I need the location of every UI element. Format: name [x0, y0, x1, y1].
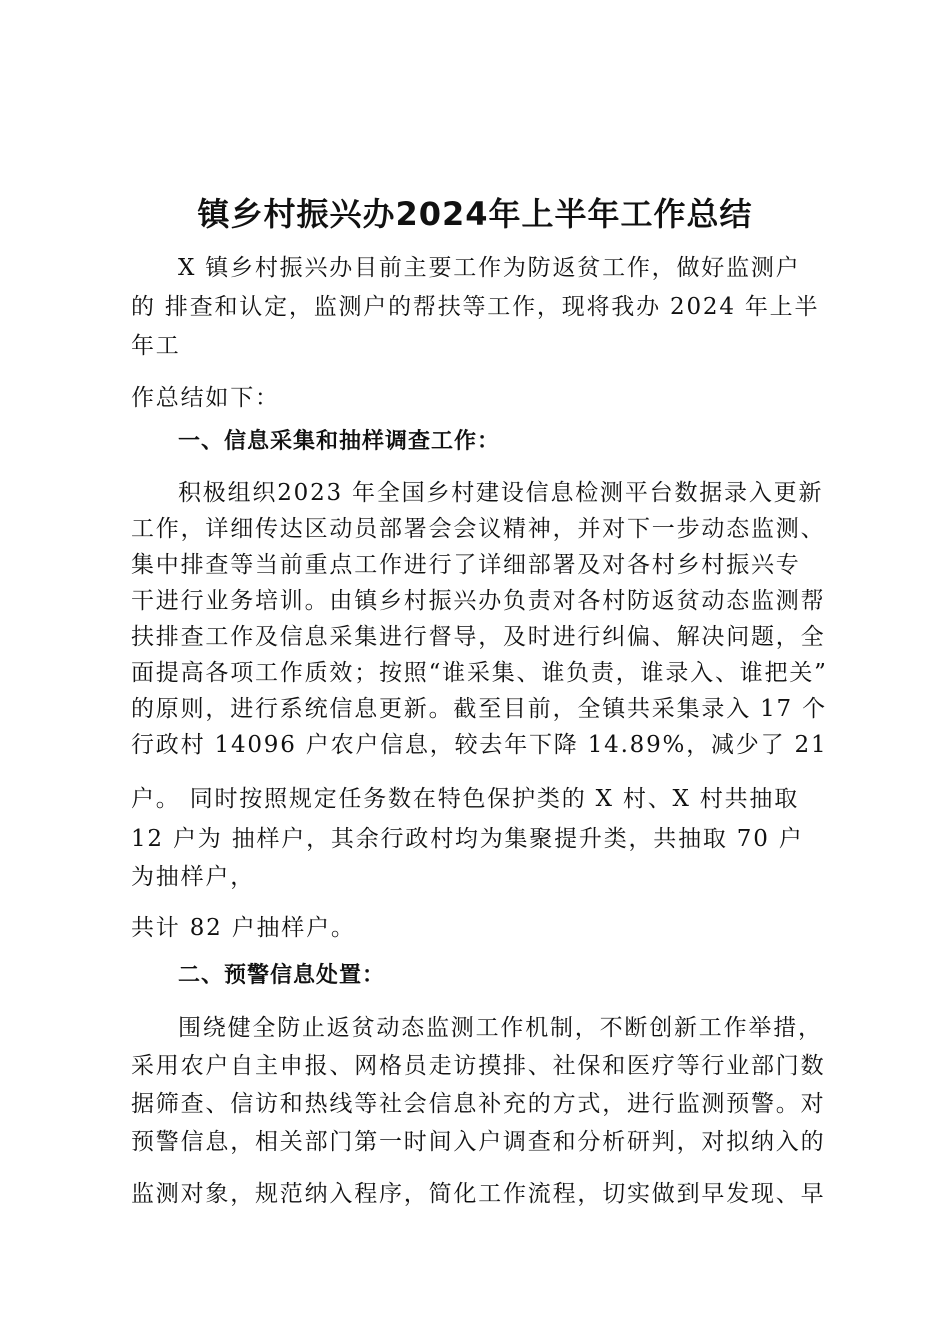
paragraph-line: X 镇乡村振兴办目前主要工作为防返贫工作，做好监测户: [178, 255, 801, 281]
paragraph-line: 共计 82 户抽样户。: [131, 915, 356, 941]
paragraph-line: 年工: [131, 333, 181, 359]
paragraph-line: 围绕健全防止返贫动态监测工作机制，不断创新工作举措，: [178, 1015, 823, 1041]
paragraph-line: 12 户为 抽样户，其余行政村均为集聚提升类，共抽取 70 户: [131, 826, 804, 852]
paragraph-line: 扶排查工作及信息采集进行督导，及时进行纠偏、解决问题，全: [131, 624, 826, 650]
paragraph-line: 作总结如下：: [131, 385, 280, 411]
paragraph-line: 工作，详细传达区动员部署会会议精神，并对下一步动态监测、: [131, 516, 826, 542]
paragraph-line: 为抽样户，: [131, 864, 255, 890]
paragraph-line: 监测对象，规范纳入程序，简化工作流程，切实做到早发现、早: [131, 1181, 826, 1207]
paragraph-line: 据筛查、信访和热线等社会信息补充的方式，进行监测预警。对: [131, 1091, 826, 1117]
paragraph-line: 集中排查等当前重点工作进行了详细部署及对各村乡村振兴专: [131, 552, 801, 578]
paragraph-line: 面提高各项工作质效；按照“谁采集、谁负责，谁录入、谁把关”: [131, 660, 828, 686]
document-title: 镇乡村振兴办2024年上半年工作总结: [197, 195, 753, 233]
paragraph-line: 的原则，进行系统信息更新。截至目前，全镇共采集录入 17 个: [131, 696, 827, 722]
paragraph-line: 行政村 14096 户农户信息，较去年下降 14.89%，减少了 21: [131, 732, 828, 758]
paragraph-line: 采用农户自主申报、网格员走访摸排、社保和医疗等行业部门数: [131, 1053, 826, 1079]
section-heading: 一、信息采集和抽样调查工作：: [178, 429, 501, 454]
section-heading: 二、预警信息处置：: [178, 963, 386, 988]
paragraph-line: 积极组织2023 年全国乡村建设信息检测平台数据录入更新: [178, 480, 824, 506]
paragraph-line: 干进行业务培训。由镇乡村振兴办负责对各村防返贫动态监测帮: [131, 588, 826, 614]
paragraph-line: 的 排查和认定，监测户的帮扶等工作，现将我办 2024 年上半: [131, 294, 820, 320]
paragraph-line: 户。 同时按照规定任务数在特色保护类的 X 村、X 村共抽取: [131, 786, 799, 812]
paragraph-line: 预警信息，相关部门第一时间入户调查和分析研判，对拟纳入的: [131, 1129, 826, 1155]
